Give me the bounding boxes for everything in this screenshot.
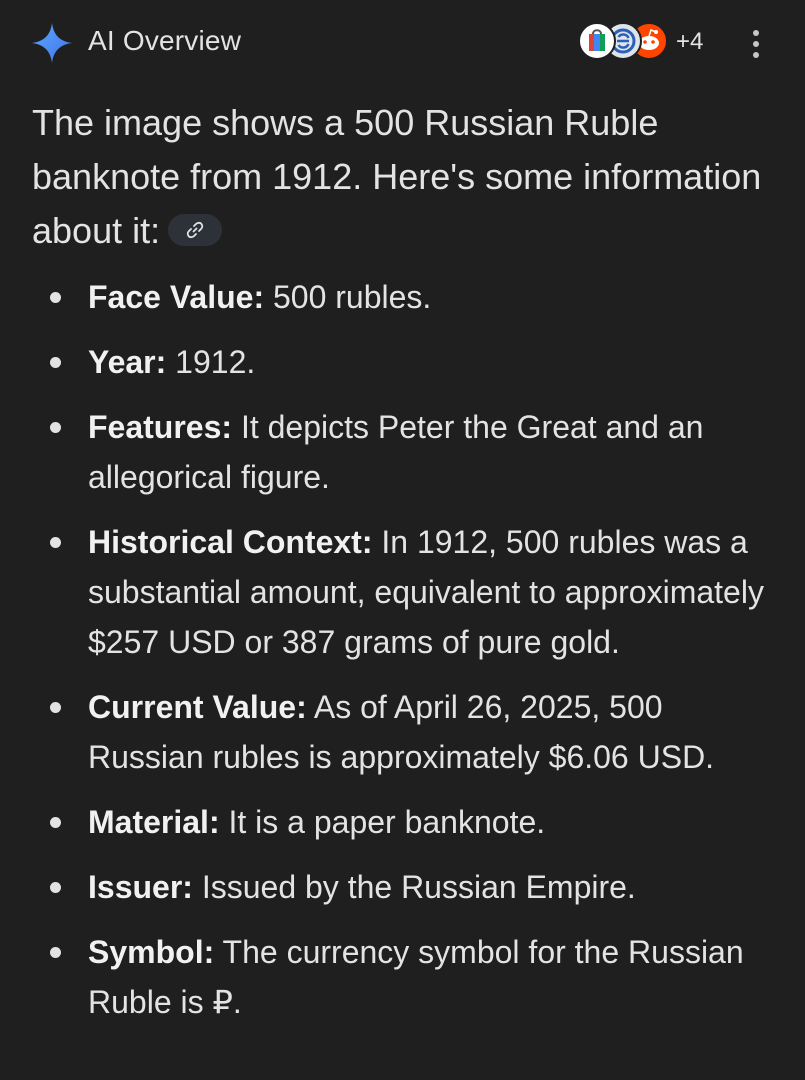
ai-overview-title: AI Overview	[88, 25, 242, 56]
source-link-chip[interactable]	[168, 214, 222, 246]
facts-list	[0, 272, 805, 1042]
more-sources-count: +4	[676, 28, 704, 55]
list-item-label: Features:	[88, 409, 233, 445]
intro-text: The image shows a 500 Russian Ruble banknote from 1912. Here's some information about it:	[32, 102, 762, 251]
list-item-label: Current Value:	[88, 689, 307, 725]
list-item-text: 500 rubles.	[264, 279, 432, 315]
list-item-label: Historical Context:	[88, 524, 373, 560]
list-item-text: As of April 26, 2025, 500 Russian rubles is approximately $6.06 USD.	[88, 689, 715, 775]
list-item-label: Issuer:	[88, 869, 193, 905]
colorful-shopping-bag-icon	[578, 22, 616, 60]
list-item-label: Material:	[88, 804, 220, 840]
more-vert-icon[interactable]	[742, 26, 770, 62]
gemini-sparkle-icon	[31, 22, 73, 64]
sources-button[interactable]	[578, 22, 713, 62]
list-item	[0, 927, 805, 1027]
list-item	[0, 862, 805, 912]
list-item-text: It is a paper banknote.	[219, 804, 546, 840]
list-item-text: In 1912, 500 rubles was a substantial amount, equivalent to approximately $257 USD or 387 grams of pure gold.	[88, 524, 764, 660]
list-item	[0, 337, 805, 387]
list-item	[0, 272, 805, 322]
list-item-text: 1912.	[166, 344, 256, 380]
list-item-text: Issued by the Russian Empire.	[192, 869, 636, 905]
list-item	[0, 402, 805, 502]
list-item-label: Symbol:	[88, 934, 215, 970]
list-item	[0, 517, 805, 667]
list-item	[0, 682, 805, 782]
list-item	[0, 797, 805, 847]
link-icon	[185, 220, 205, 240]
list-item-text: It depicts Peter the Great and an allegorical figure.	[88, 409, 704, 495]
list-item-text: The currency symbol for the Russian Ruble is ₽.	[88, 934, 744, 1020]
list-item-label: Year:	[88, 344, 167, 380]
ai-overview-header	[0, 0, 805, 84]
list-item-label: Face Value:	[88, 279, 265, 315]
intro-paragraph	[32, 96, 772, 258]
